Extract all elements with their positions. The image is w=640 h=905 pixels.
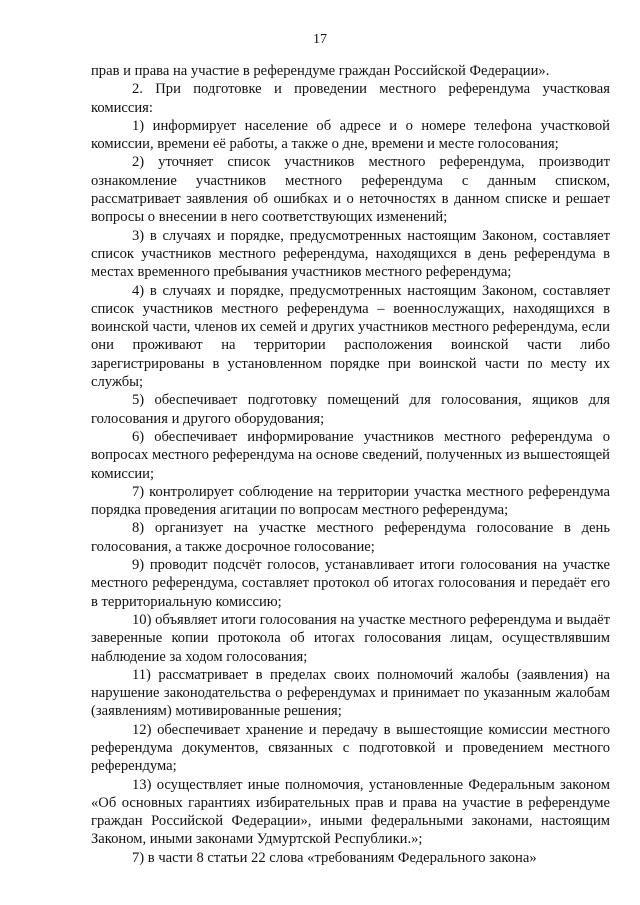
list-item-9: 9) проводит подсчёт голосов, устанавливает итоги голосования на участке местного референдума, составляет протокол об итогах голосования и передаёт его в территориальную комиссию; [91,557,610,610]
list-item-1: 1) информирует население об адресе и о номере телефона участковой комиссии, времени её работы, а также о дне, времени и месте голосования; [91,117,610,153]
list-item-3: 3) в случаях и порядке, предусмотренных настоящим Законом, составляет список участников местного референдума, находящихся в день референдума в местах временного пребывания участников местного референдума; [91,227,610,281]
list-item-2: 2) уточняет список участников местного референдума, производит ознакомление участников местного референдума с данным списком, рассматривает заявления об ошибках и о неточностях в данном списке и решает вопросы о внесении в него соответствующих изменений; [91,154,610,226]
paragraph-continuation: прав и права на участие в референдуме граждан Российской Федерации». [91,63,550,79]
paragraph-section-2-intro: 2. При подготовке и проведении местного референдума участковая комиссия: [91,81,610,116]
amendment-item-7: 7) в части 8 статьи 22 слова «требованиям Федерального закона» [132,849,537,866]
list-item-8: 8) организует на участке местного референдума голосование в день голосования, а также досрочное голосование; [91,520,610,555]
list-item-6: 6) обеспечивает информирование участников местного референдума о вопросах местного референдума на основе сведений, полученных из вышестоящей комиссии; [91,428,610,482]
list-item-7: 7) контролирует соблюдение на территории участка местного референдума порядка проведения агитации по вопросам местного референдума; [91,483,610,519]
document-body [91,62,610,867]
list-item-10: 10) объявляет итоги голосования на участке местного референдума и выдаёт заверенные копии протокола об итогах голосования лицам, осуществлявшим наблюдение за ходом голосования; [91,611,610,665]
list-item-5: 5) обеспечивает подготовку помещений для голосования, ящиков для голосования и другого оборудования; [91,392,610,427]
list-item-12: 12) обеспечивает хранение и передачу в вышестоящие комиссии местного референдума документов, связанных с подготовкой и проведением местного референдума; [91,721,610,775]
list-item-13: 13) осуществляет иные полномочия, установленные Федеральным законом «Об основных гарантиях избирательных прав и права на участие в референдуме граждан Российской Федерации», иными федеральными законами, настоящим Законом, иными законами Удмуртской Республики.»; [91,776,610,848]
list-item-4: 4) в случаях и порядке, предусмотренных настоящим Законом, составляет список участников местного референдума – военнослужащих, находящихся в воинской части, членов их семей и других участников местного референдума, если они проживают на территории расположения воинской части либо зарегистрированы в установленном порядке при воинской части по месту их службы; [91,282,610,391]
list-item-11: 11) рассматривает в пределах своих полномочий жалобы (заявления) на нарушение законодательства о референдумах и принимает по указанным жалобам (заявлениям) мотивированные решения; [91,666,610,720]
page-number: 17 [313,32,327,47]
